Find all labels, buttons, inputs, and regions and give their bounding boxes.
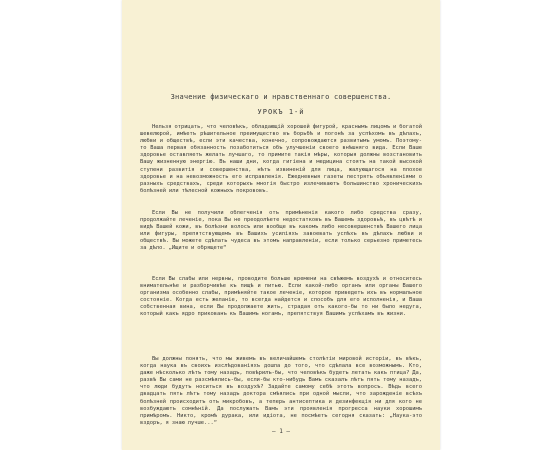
lesson-heading: УРОКЪ 1-й: [257, 108, 305, 116]
paragraph-2: Если Вы не получили облегченія отъ примѣненія какого либо средства сразу, продолжайте леченіе, пока Вы не преодолѣете недостатковъ въ Вашемъ здоровьѣ, въ цвѣтѣ и видѣ Вашей кожи, въ болѣзни волосъ или вообще въ какомъ либо несовершенствѣ Вашего лица или фигуры, препятствующемъ въ Вашихъ усиліяхъ завоевать успѣхъ въ дѣлахъ любви и обществѣ. Вы можете сдѣлать чудеса въ этомъ направленіи, если только серьезно приметесь за дѣло. „Ищите и обрящете“: [140, 210, 422, 252]
document-title: Значение физическаго и нравственнаго совершенства.: [170, 93, 392, 101]
paragraph-1: Нельзя отрицать, что человѣкъ, обладающій хорошей фигурой, краснымъ лицомъ и богатой шевелюрой, имѣетъ рѣшительное преимущество въ борьбѣ и погонѣ за успѣхомъ въ дѣлахъ, любви и обществѣ, если эти качества, конечно, сопровождаются развитымъ умомъ. Поэтому-то Ваша первая обязанность позаботиться объ улучшеніи своего внѣшняго вида. Если Ваше здоровье оставляетъ желать лучшаго, то примите такія мѣры, которыя должны возстановить Вашу жизненную энергію. Въ наши дни, когда гигіена и медицина стоятъ на такой высокой ступени развитія и совершенства, нѣтъ извиненій для лица, жалующагося на плохое здоровье и на невозможность его исправленія. Ежедневныя газеты пестрятъ объявленіями о разныхъ средствахъ, среди которыхъ многія быстро излечиваютъ большинство хроническихъ болѣзней или тѣлесной кожныхъ покрововъ.: [140, 124, 422, 194]
page-number: — 1 —: [271, 428, 291, 435]
paragraph-4: Вы должны понять, что мы живемъ въ величайшемъ столѣтіи мировой исторіи, въ вѣкъ, когда наука въ своихъ изслѣдованіяхъ дошла до того, что сдѣлала все возможнымъ. Кто, даже нѣсколько лѣтъ тому назадъ, повѣрилъ-бы, что человѣкъ будетъ летать какъ птица? Да, развѣ Вы сами не разсмѣялись-бы, если-бы кто-нибудь Вамъ сказалъ лѣтъ пять тому назадъ, что люди будутъ носиться въ воздухѣ? Задайте самому себѣ этотъ вопросъ. Вѣдь всего двадцать пять лѣтъ тому назадъ доктора смѣялись при одной мысли, что зарожденіе всѣхъ болѣзней происходитъ отъ микробовъ, а теперь антисептика и дезинфекція ни для кого не возбуждаютъ сомнѣній. Да послужатъ Вамъ эти проявленія прогресса науки хорошимъ примѣромъ. Никто, кромѣ дурака, или идіота, не посмѣетъ сегодня сказать: „Наука-это вздоръ, я знаю лучше...“: [140, 356, 422, 426]
paragraph-3: Если Вы слабы или нервны, проводите больше времени на свѣжемъ воздухѣ и относитесь внимательнѣе и разборчивѣе къ пищѣ и питью. Если какой-либо органъ или органы Вашего организма особенно слабы, примѣняйте такое леченіе, которое приведетъ ихъ въ нормальное состояніе. Когда есть желаніе, то всегда найдется и способъ для его исполненія, и Ваша собственная вина, если Вы продолжаете жить, страдая отъ какого-бы то ни было недуга, который какъ ядро прикованъ къ Вашимъ ногамъ, препятствуя Вашимъ успѣхамъ въ жизни.: [140, 276, 422, 318]
document-page: [122, 0, 440, 450]
